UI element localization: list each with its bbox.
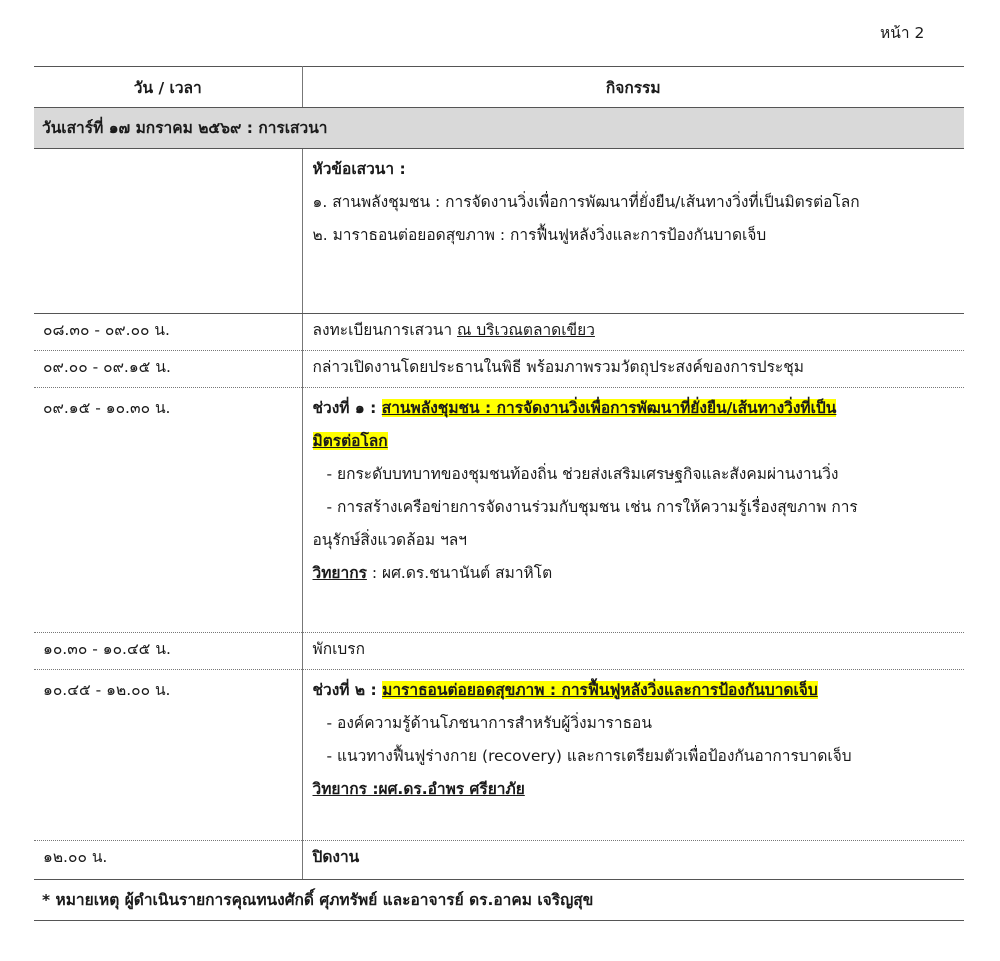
time-cell: ๑๒.๐๐ น. bbox=[34, 841, 302, 880]
speaker-name: : ผศ.ดร.ชนานันต์ สมาหิโต bbox=[366, 564, 553, 582]
topics-row bbox=[34, 149, 964, 314]
activity-cell: กล่าวเปิดงานโดยประธานในพิธี พร้อมภาพรวมวัตถุประสงค์ของการประชุม bbox=[302, 351, 964, 388]
session-prefix: ช่วงที่ ๑ : bbox=[312, 399, 382, 417]
time-cell: ๐๙.๑๕ - ๑๐.๓๐ น. bbox=[34, 388, 302, 633]
header-time: วัน / เวลา bbox=[34, 67, 302, 108]
session-prefix: ช่วงที่ ๒ : bbox=[312, 681, 383, 699]
location-link: ณ บริเวณตลาดเขียว bbox=[457, 321, 595, 339]
note-row bbox=[34, 880, 964, 921]
activity-cell bbox=[302, 388, 964, 633]
schedule-row bbox=[34, 841, 964, 880]
bullet-item: - ยกระดับบทบาทของชุมชนท้องถิ่น ช่วยส่งเสริมเศรษฐกิจและสังคมผ่านงานวิ่ง bbox=[326, 465, 839, 483]
session-title: มาราธอนต่อยอดสุขภาพ : การฟื้นฟูหลังวิ่งและการป้องกันบาดเจ็บ bbox=[382, 681, 818, 699]
page-number: หน้า 2 bbox=[880, 24, 925, 42]
table-header bbox=[34, 67, 964, 108]
time-cell: ๑๐.๔๕ - ๑๒.๐๐ น. bbox=[34, 670, 302, 841]
time-cell: ๐๙.๐๐ - ๐๙.๑๕ น. bbox=[34, 351, 302, 388]
note-text: * หมายเหตุ ผู้ดำเนินรายการคุณทนงศักดิ์ ศุภทรัพย์ และอาจารย์ ดร.อาคม เจริญสุข bbox=[34, 880, 964, 921]
header-activity: กิจกรรม bbox=[302, 67, 964, 108]
topics-heading: หัวข้อเสวนา : bbox=[312, 160, 406, 178]
activity-cell: ปิดงาน bbox=[302, 841, 964, 880]
topic-item: ๒. มาราธอนต่อยอดสุขภาพ : การฟื้นฟูหลังวิ่งและการป้องกันบาดเจ็บ bbox=[312, 226, 767, 244]
time-cell: ๑๐.๓๐ - ๑๐.๔๕ น. bbox=[34, 633, 302, 670]
topic-item: ๑. สานพลังชุมชน : การจัดงานวิ่งเพื่อการพัฒนาที่ยั่งยืน/เส้นทางวิ่งที่เป็นมิตรต่อโลก bbox=[312, 193, 860, 211]
session-title-cont: มิตรต่อโลก bbox=[312, 432, 388, 450]
schedule-table bbox=[34, 66, 964, 921]
activity-cell bbox=[302, 314, 964, 351]
activity-text: ลงทะเบียนการเสวนา bbox=[312, 321, 458, 339]
bullet-item: - การสร้างเครือข่ายการจัดงานร่วมกับชุมชน เช่น การให้ความรู้เรื่องสุขภาพ การ bbox=[326, 498, 858, 516]
bullet-item: - องค์ความรู้ด้านโภชนาการสำหรับผู้วิ่งมาราธอน bbox=[326, 714, 652, 732]
session-title: สานพลังชุมชน : การจัดงานวิ่งเพื่อการพัฒนาที่ยั่งยืน/เส้นทางวิ่งที่เป็น bbox=[381, 399, 837, 417]
activity-cell bbox=[302, 670, 964, 841]
activity-cell: พักเบรก bbox=[302, 633, 964, 670]
time-cell: ๐๘.๓๐ - ๐๙.๐๐ น. bbox=[34, 314, 302, 351]
speaker-line: วิทยากร :ผศ.ดร.อำพร ศรียาภัย bbox=[312, 780, 525, 798]
bullet-item-cont: อนุรักษ์สิ่งแวดล้อม ฯลฯ bbox=[312, 531, 467, 549]
section-title: วันเสาร์ที่ ๑๗ มกราคม ๒๕๖๙ : การเสวนา bbox=[34, 108, 964, 149]
schedule-row bbox=[34, 670, 964, 841]
schedule-row bbox=[34, 633, 964, 670]
schedule-row bbox=[34, 351, 964, 388]
schedule-row bbox=[34, 388, 964, 633]
section-row bbox=[34, 108, 964, 149]
speaker-label: วิทยากร bbox=[312, 564, 367, 582]
time-cell bbox=[34, 149, 302, 314]
bullet-item: - แนวทางฟื้นฟูร่างกาย (recovery) และการเตรียมตัวเพื่อป้องกันอาการบาดเจ็บ bbox=[326, 747, 852, 765]
topics-cell bbox=[302, 149, 964, 314]
schedule-row bbox=[34, 314, 964, 351]
